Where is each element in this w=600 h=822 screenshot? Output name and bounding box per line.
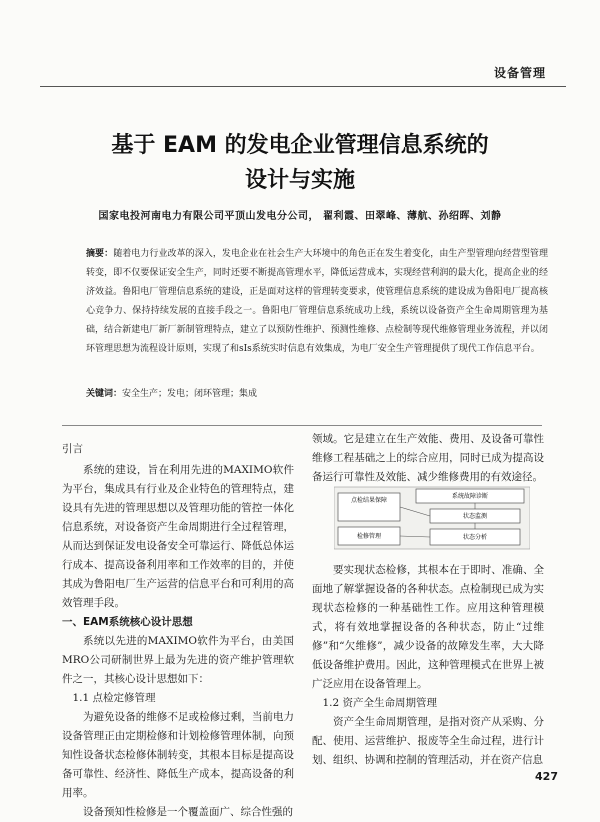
header-rule — [40, 86, 566, 87]
intro-heading: 引言 — [62, 443, 83, 455]
subsection-1-1-paragraph: 为避免设备的维修不足或检修过剩，当前电力设备管理正由定期检修和计划检修管理体制，向预知性设备状态检修体制转变，其根本目标是提高设备可靠性、经济性、降低生产成本，提高设备的利用率。 — [62, 711, 294, 799]
abstract-text: 随着电力行业改革的深入，发电企业在社会生产大环境中的角色正在发生着变化，由生产型管理向经营型管理转变，即不仅要保证安全生产，同时还要不断提高管理水平，降低运营成本，实现经营利润的最大化，提高企业的经济效益。鲁阳电厂管理信息系统的建设，正是面对这样的管理转变要求，使管理信息系统的建设成为鲁阳电厂提高核心竞争力、保持持续发展的直接手段之一。鲁阳电厂管理信息系统成功上线，系统以设备资产全生命周期管理为基础，结合新建电厂新厂新制管理特点，建立了以预防性维护、预测性维修、点检制等现代维修管理业务流程，并以闭环管理思想为流程设计原则，实现了和sIs系统实时信息有效集成，为电厂安全生产管理提供了现代工作信息平台。 — [86, 249, 548, 354]
keywords-text: 安全生产；发电；闭环管理；集成 — [122, 389, 258, 399]
authors: 国家电投河南电力有限公司平顶山发电分公司， 翟利霞、田翠峰、薄航、孙绍晖、刘静 — [98, 211, 502, 222]
subsection-1-1-heading: 1.1 点检定修管理 — [72, 692, 156, 704]
diagram-label-status-monitoring: 状态监测 — [462, 513, 488, 520]
diagram-label-maintenance-management: 检修管理 — [356, 533, 382, 540]
left-column — [62, 440, 294, 822]
diagram-label-fault-diagnosis: 系统故障诊断 — [451, 493, 489, 500]
article-title-line1: 基于 EAM 的发电企业管理信息系统的 — [111, 133, 489, 158]
abstract-label: 摘要： — [86, 249, 114, 259]
keywords-label: 关键词： — [86, 389, 123, 399]
section-tag: 设备管理 — [493, 66, 546, 80]
article-title-line2: 设计与实施 — [244, 168, 355, 193]
intro-paragraph: 系统的建设，旨在利用先进的MAXIMO软件为平台，集成具有行业及企业特色的管理特点，建设具有先进的管理思想以及管理功能的管控一体化信息系统，对设备资产生命周期进行全过程管理，从而达到保证发电设备安全可靠运行、降低总体运行成本、提高设备利用率和工作效率的目的，并使其成为鲁阳电厂生产运营的信息平台和可利用的高效管理手段。 — [62, 464, 294, 609]
right-top-paragraph: 领域。它是建立在生产效能、费用、及设备可靠性维修工程基础之上的综合应用，同时已成为提高设备运行可靠性及效能、减少维修费用的有效途径。 — [312, 433, 544, 483]
abstract-divider — [62, 425, 542, 426]
subsection-1-2-paragraph: 资产全生命周期管理，是指对资产从采购、分配、使用、运营维护、报废等全生命过程，进行计划、组织、协调和控制的管理活动，并在资产信息 — [312, 716, 544, 766]
right-paragraph-2: 要实现状态检修，其根本在于即时、准确、全面地了解掌握设备的各种状态。点检制现已成为实现状态检修的一种基础性工作。应用这种管理模式，将有效地掌握设备的各种状态，防止“过维修”和“欠维修”，减少设备的故障发生率，大大降低设备维护费用。因此，这种管理模式在世界上被广泛应用在设备管理上。 — [312, 564, 544, 690]
section1-paragraph: 系统以先进的MAXIMO软件为平台，由美国MRO公司研制世界上最为先进的资产维护管理软件之一，其核心设计思想如下： — [62, 635, 294, 685]
diagram-label-inspection-results: 点检结果保障 — [350, 497, 388, 504]
diagram-label-status-analysis: 状态分析 — [462, 534, 488, 541]
right-column-bottom — [312, 561, 544, 770]
keywords — [86, 386, 548, 399]
abstract — [86, 245, 548, 359]
subsection-1-1-paragraph-2: 设备预知性检修是一个覆盖面广、综合性强的 — [83, 806, 293, 818]
page-number: 427 — [535, 770, 558, 783]
subsection-1-2-heading: 1.2 资产全生命周期管理 — [322, 697, 438, 709]
right-column-top — [312, 430, 544, 487]
section1-heading: 一、EAM系统核心设计思想 — [62, 616, 193, 628]
status-maintenance-diagram — [334, 485, 530, 551]
